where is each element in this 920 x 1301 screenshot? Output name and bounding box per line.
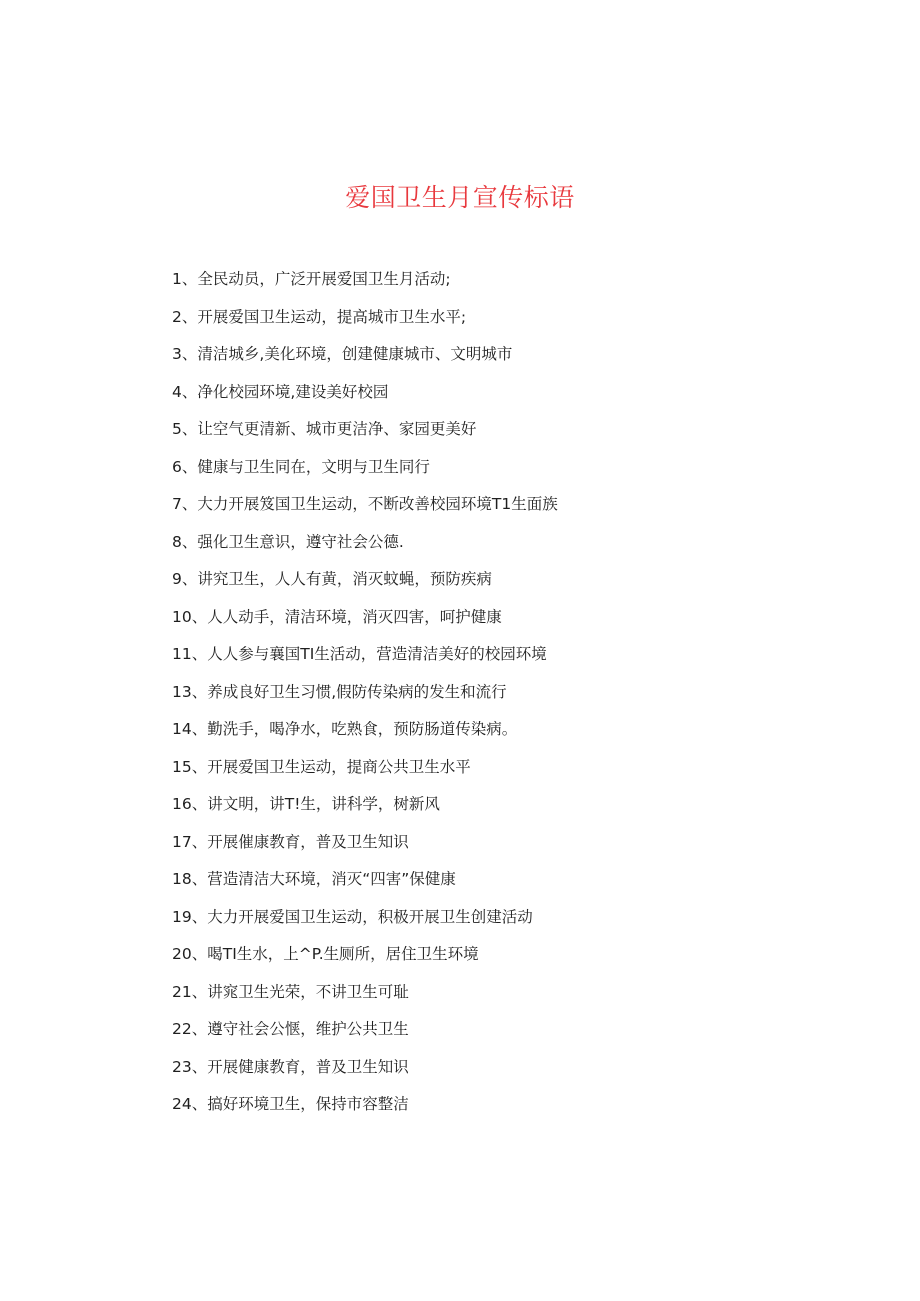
slogan-text: 净化校园环境,建设美好校园 xyxy=(197,382,389,401)
slogan-text: 养成良好卫生习惯,假防传染病的发生和流行 xyxy=(207,682,507,701)
slogan-text: 开展健康教育，普及卫生知识 xyxy=(207,1057,409,1076)
slogan-number: 20 xyxy=(172,945,192,963)
slogan-separator: 、 xyxy=(191,945,208,963)
slogan-separator: 、 xyxy=(181,457,198,476)
slogan-item xyxy=(172,1011,558,1049)
slogan-item xyxy=(172,599,558,637)
slogan-number: 11 xyxy=(172,645,192,663)
slogan-separator: 、 xyxy=(181,570,198,588)
slogan-text: 开展爱国卫生运动，提商公共卫生水平 xyxy=(207,757,471,776)
slogan-text: 大力开展笈国卫生运动，不断改善校园环境T1生面族 xyxy=(197,495,558,513)
slogan-separator: 、 xyxy=(191,795,208,813)
slogan-separator: 、 xyxy=(181,382,198,401)
slogan-text: 开展催康教育，普及卫生知识 xyxy=(207,832,409,851)
slogan-item xyxy=(172,486,558,524)
document-title: 爱国卫生月宣传标语 xyxy=(345,183,575,212)
slogan-text: 搞好环境卫生，保持市容整洁 xyxy=(207,1095,409,1113)
slogan-separator: 、 xyxy=(181,495,198,513)
slogan-text: 全民动员，广泛开展爱国卫生月活动; xyxy=(197,270,451,288)
slogan-item xyxy=(172,861,558,899)
slogan-item xyxy=(172,824,558,862)
slogan-separator: 、 xyxy=(191,832,208,851)
slogan-number: 15 xyxy=(172,757,192,776)
slogan-number: 3 xyxy=(172,345,182,363)
slogan-text: 让空气更清新、城市更洁净、家园更美好 xyxy=(197,420,477,438)
slogan-text: 人人参与襄国TI生活动，营造清洁美好的校园环境 xyxy=(207,645,547,663)
slogan-item xyxy=(172,336,558,374)
slogan-number: 1 xyxy=(172,270,182,288)
slogan-item xyxy=(172,749,558,787)
slogan-number: 17 xyxy=(172,832,192,851)
slogan-number: 24 xyxy=(172,1095,192,1113)
slogan-text: 人人动手，清洁环境，消灭四害，呵护健康 xyxy=(207,607,502,626)
slogan-separator: 、 xyxy=(181,532,198,551)
slogan-list xyxy=(172,261,558,1124)
slogan-text: 开展爱国卫生运动，提高城市卫生水平; xyxy=(197,307,467,326)
slogan-text: 健康与卫生同在，文明与卫生同行 xyxy=(197,457,430,476)
slogan-item xyxy=(172,936,558,974)
slogan-item xyxy=(172,674,558,712)
slogan-text: 清洁城乡,美化环境，创建健康城市、文明城市 xyxy=(197,345,513,363)
slogan-text: 大力开展爱国卫生运动，积极开展卫生创建活动 xyxy=(207,907,533,926)
slogan-separator: 、 xyxy=(191,1020,208,1038)
slogan-number: 7 xyxy=(172,495,182,513)
slogan-text: 强化卫生意识，遵守社会公德. xyxy=(197,532,404,551)
slogan-text: 营造清洁大环境，消灭“四害”保健康 xyxy=(207,870,456,888)
slogan-separator: 、 xyxy=(191,907,208,926)
slogan-number: 2 xyxy=(172,307,182,326)
slogan-separator: 、 xyxy=(191,870,208,888)
slogan-item xyxy=(172,261,558,299)
slogan-number: 13 xyxy=(172,682,192,701)
slogan-number: 19 xyxy=(172,907,192,926)
slogan-number: 4 xyxy=(172,382,182,401)
slogan-number: 9 xyxy=(172,570,182,588)
slogan-text: 讲究卫生，人人有黄，消灭蚊蝇，预防疾病 xyxy=(197,570,492,588)
slogan-item xyxy=(172,411,558,449)
slogan-item xyxy=(172,449,558,487)
slogan-separator: 、 xyxy=(191,645,208,663)
slogan-text: 讲窕卫生光荣，不讲卫生可耻 xyxy=(207,982,409,1001)
slogan-separator: 、 xyxy=(191,982,208,1001)
slogan-separator: 、 xyxy=(191,1095,208,1113)
slogan-item xyxy=(172,299,558,337)
slogan-item xyxy=(172,1086,558,1124)
slogan-item xyxy=(172,786,558,824)
slogan-number: 10 xyxy=(172,607,192,626)
slogan-number: 16 xyxy=(172,795,192,813)
slogan-number: 5 xyxy=(172,420,182,438)
slogan-text: 喝TI生水，上^P.生厕所，居住卫生环境 xyxy=(207,945,479,963)
slogan-item xyxy=(172,374,558,412)
slogan-number: 8 xyxy=(172,532,182,551)
slogan-separator: 、 xyxy=(191,682,208,701)
slogan-text: 讲文明，讲T!生，讲科学，树新风 xyxy=(207,795,440,813)
slogan-separator: 、 xyxy=(191,607,208,626)
slogan-text: 遵守社会公惬，维护公共卫生 xyxy=(207,1020,409,1038)
slogan-text: 勤洗手，喝净水，吃熟食，预防肠道传染病。 xyxy=(207,720,518,738)
slogan-item xyxy=(172,561,558,599)
slogan-number: 23 xyxy=(172,1057,192,1076)
slogan-separator: 、 xyxy=(191,720,208,738)
slogan-number: 18 xyxy=(172,870,192,888)
slogan-number: 21 xyxy=(172,982,192,1001)
slogan-number: 6 xyxy=(172,457,182,476)
slogan-separator: 、 xyxy=(181,270,198,288)
slogan-item xyxy=(172,1049,558,1087)
slogan-item xyxy=(172,636,558,674)
slogan-separator: 、 xyxy=(191,1057,208,1076)
slogan-item xyxy=(172,711,558,749)
slogan-item xyxy=(172,974,558,1012)
slogan-item xyxy=(172,524,558,562)
slogan-separator: 、 xyxy=(191,757,208,776)
slogan-separator: 、 xyxy=(181,420,198,438)
slogan-number: 22 xyxy=(172,1020,192,1038)
slogan-item xyxy=(172,899,558,937)
slogan-separator: 、 xyxy=(181,345,198,363)
slogan-number: 14 xyxy=(172,720,192,738)
slogan-separator: 、 xyxy=(181,307,198,326)
